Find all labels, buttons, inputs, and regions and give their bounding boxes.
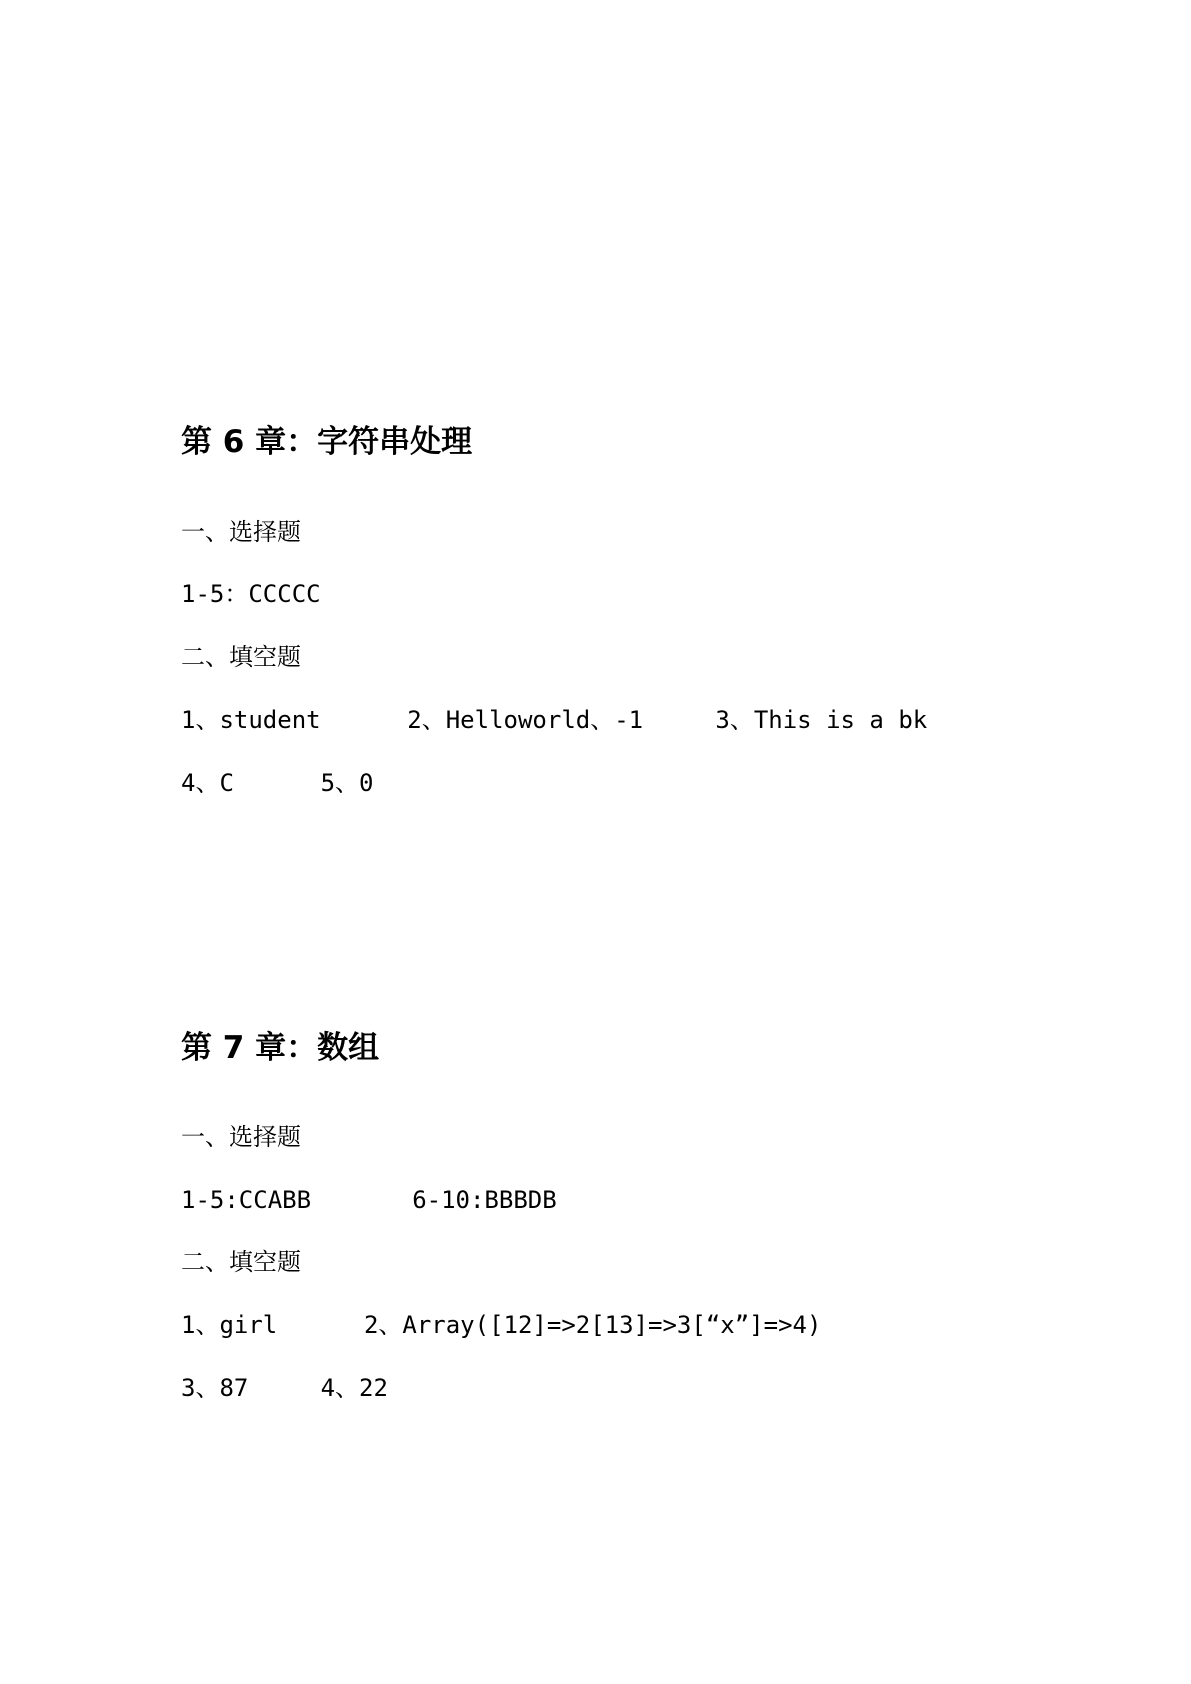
chapter-7-choice-heading: 一、选择题 (181, 1123, 301, 1151)
chapter-7-title: 第 7 章：数组 (181, 1030, 380, 1066)
chapter-7-choice-answers: 1-5:CCABB 6-10:BBBDB (181, 1186, 557, 1214)
chapter-6-choice-answers: 1-5：CCCCC (181, 580, 321, 608)
chapter-6-fill-heading: 二、填空题 (181, 643, 301, 671)
chapter-7-fill-answers-line-1: 1、girl 2、Array([12]=>2[13]=>3[“x”]=>4) (181, 1311, 822, 1339)
chapter-6-fill-answers-line-1: 1、student 2、Helloworld、-1 3、This is a bk (181, 706, 928, 734)
chapter-6-title: 第 6 章：字符串处理 (181, 424, 473, 460)
chapter-7-fill-heading: 二、填空题 (181, 1248, 301, 1276)
chapter-7-fill-answers-line-2: 3、87 4、22 (181, 1374, 388, 1402)
chapter-6-choice-heading: 一、选择题 (181, 518, 301, 546)
chapter-6-fill-answers-line-2: 4、C 5、0 (181, 769, 374, 797)
